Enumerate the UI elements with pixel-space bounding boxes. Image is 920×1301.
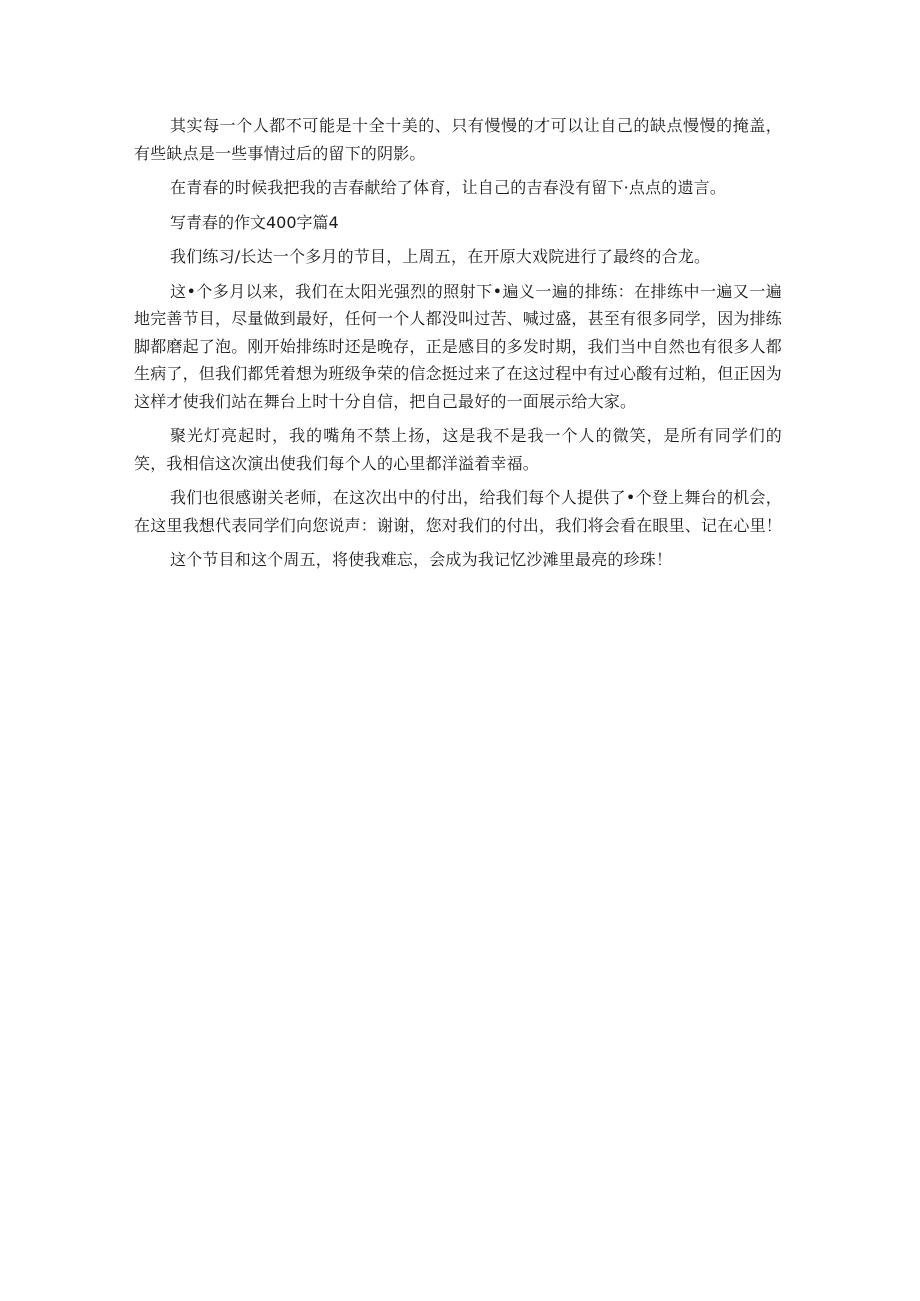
paragraph-closing: 这个节目和这个周五，将使我难忘，会成为我记忆沙滩里最亮的珍珠！ <box>170 550 673 569</box>
section-heading: 写青春的作文400字篇4 <box>170 212 339 232</box>
paragraph-rehearsal-intro: 我们练习/长达一个多月的节目，上周五，在开原大戏院进行了最终的合龙。 <box>170 247 711 266</box>
paragraph-thanks-teacher: 我们也很感谢关老师，在这次出中的付出，给我们每个人提供了•个登上舞台的机会，在这里我想代表同学们向您说声：谢谢，您对我们的付出，我们将会看在眼里、记在心里！ <box>134 488 783 535</box>
paragraph-intro-flaws: 其实每一个人都不可能是十全十美的、只有慢慢的才可以让自己的缺点慢慢的掩盖，有些缺点是一些事情过后的留下的阴影。 <box>134 116 782 163</box>
document-body <box>134 112 782 574</box>
paragraph-spotlight: 聚光灯亮起时，我的嘴角不禁上扬，这是我不是我一个人的微笑，是所有同学们的笑，我相信这次演出使我们每个人的心里都洋溢着幸福。 <box>134 426 782 473</box>
paragraph-youth-sports: 在青春的时候我把我的吉春献给了体育，让自己的吉春没有留下·点点的遗言。 <box>170 178 727 197</box>
paragraph-rehearsal-details: 这•个多月以来，我们在太阳光强烈的照射下•遍义一遍的排练：在排练中一遍又一遍地完善节目，尽量做到最好，任何一个人都没叫过苦、喊过盛，甚至有很多同学，因为排练脚都磨起了泡。刚开始排练时还是晚存，正是感目的多发时期，我们当中自然也有很多人都生病了，但我们都凭着想为班级争荣的信念挺过来了在这过程中有过心酸有过粕，但正因为这样才使我们站在舞台上时十分自信，把自己最好的一面展示给大家。 <box>134 281 783 411</box>
